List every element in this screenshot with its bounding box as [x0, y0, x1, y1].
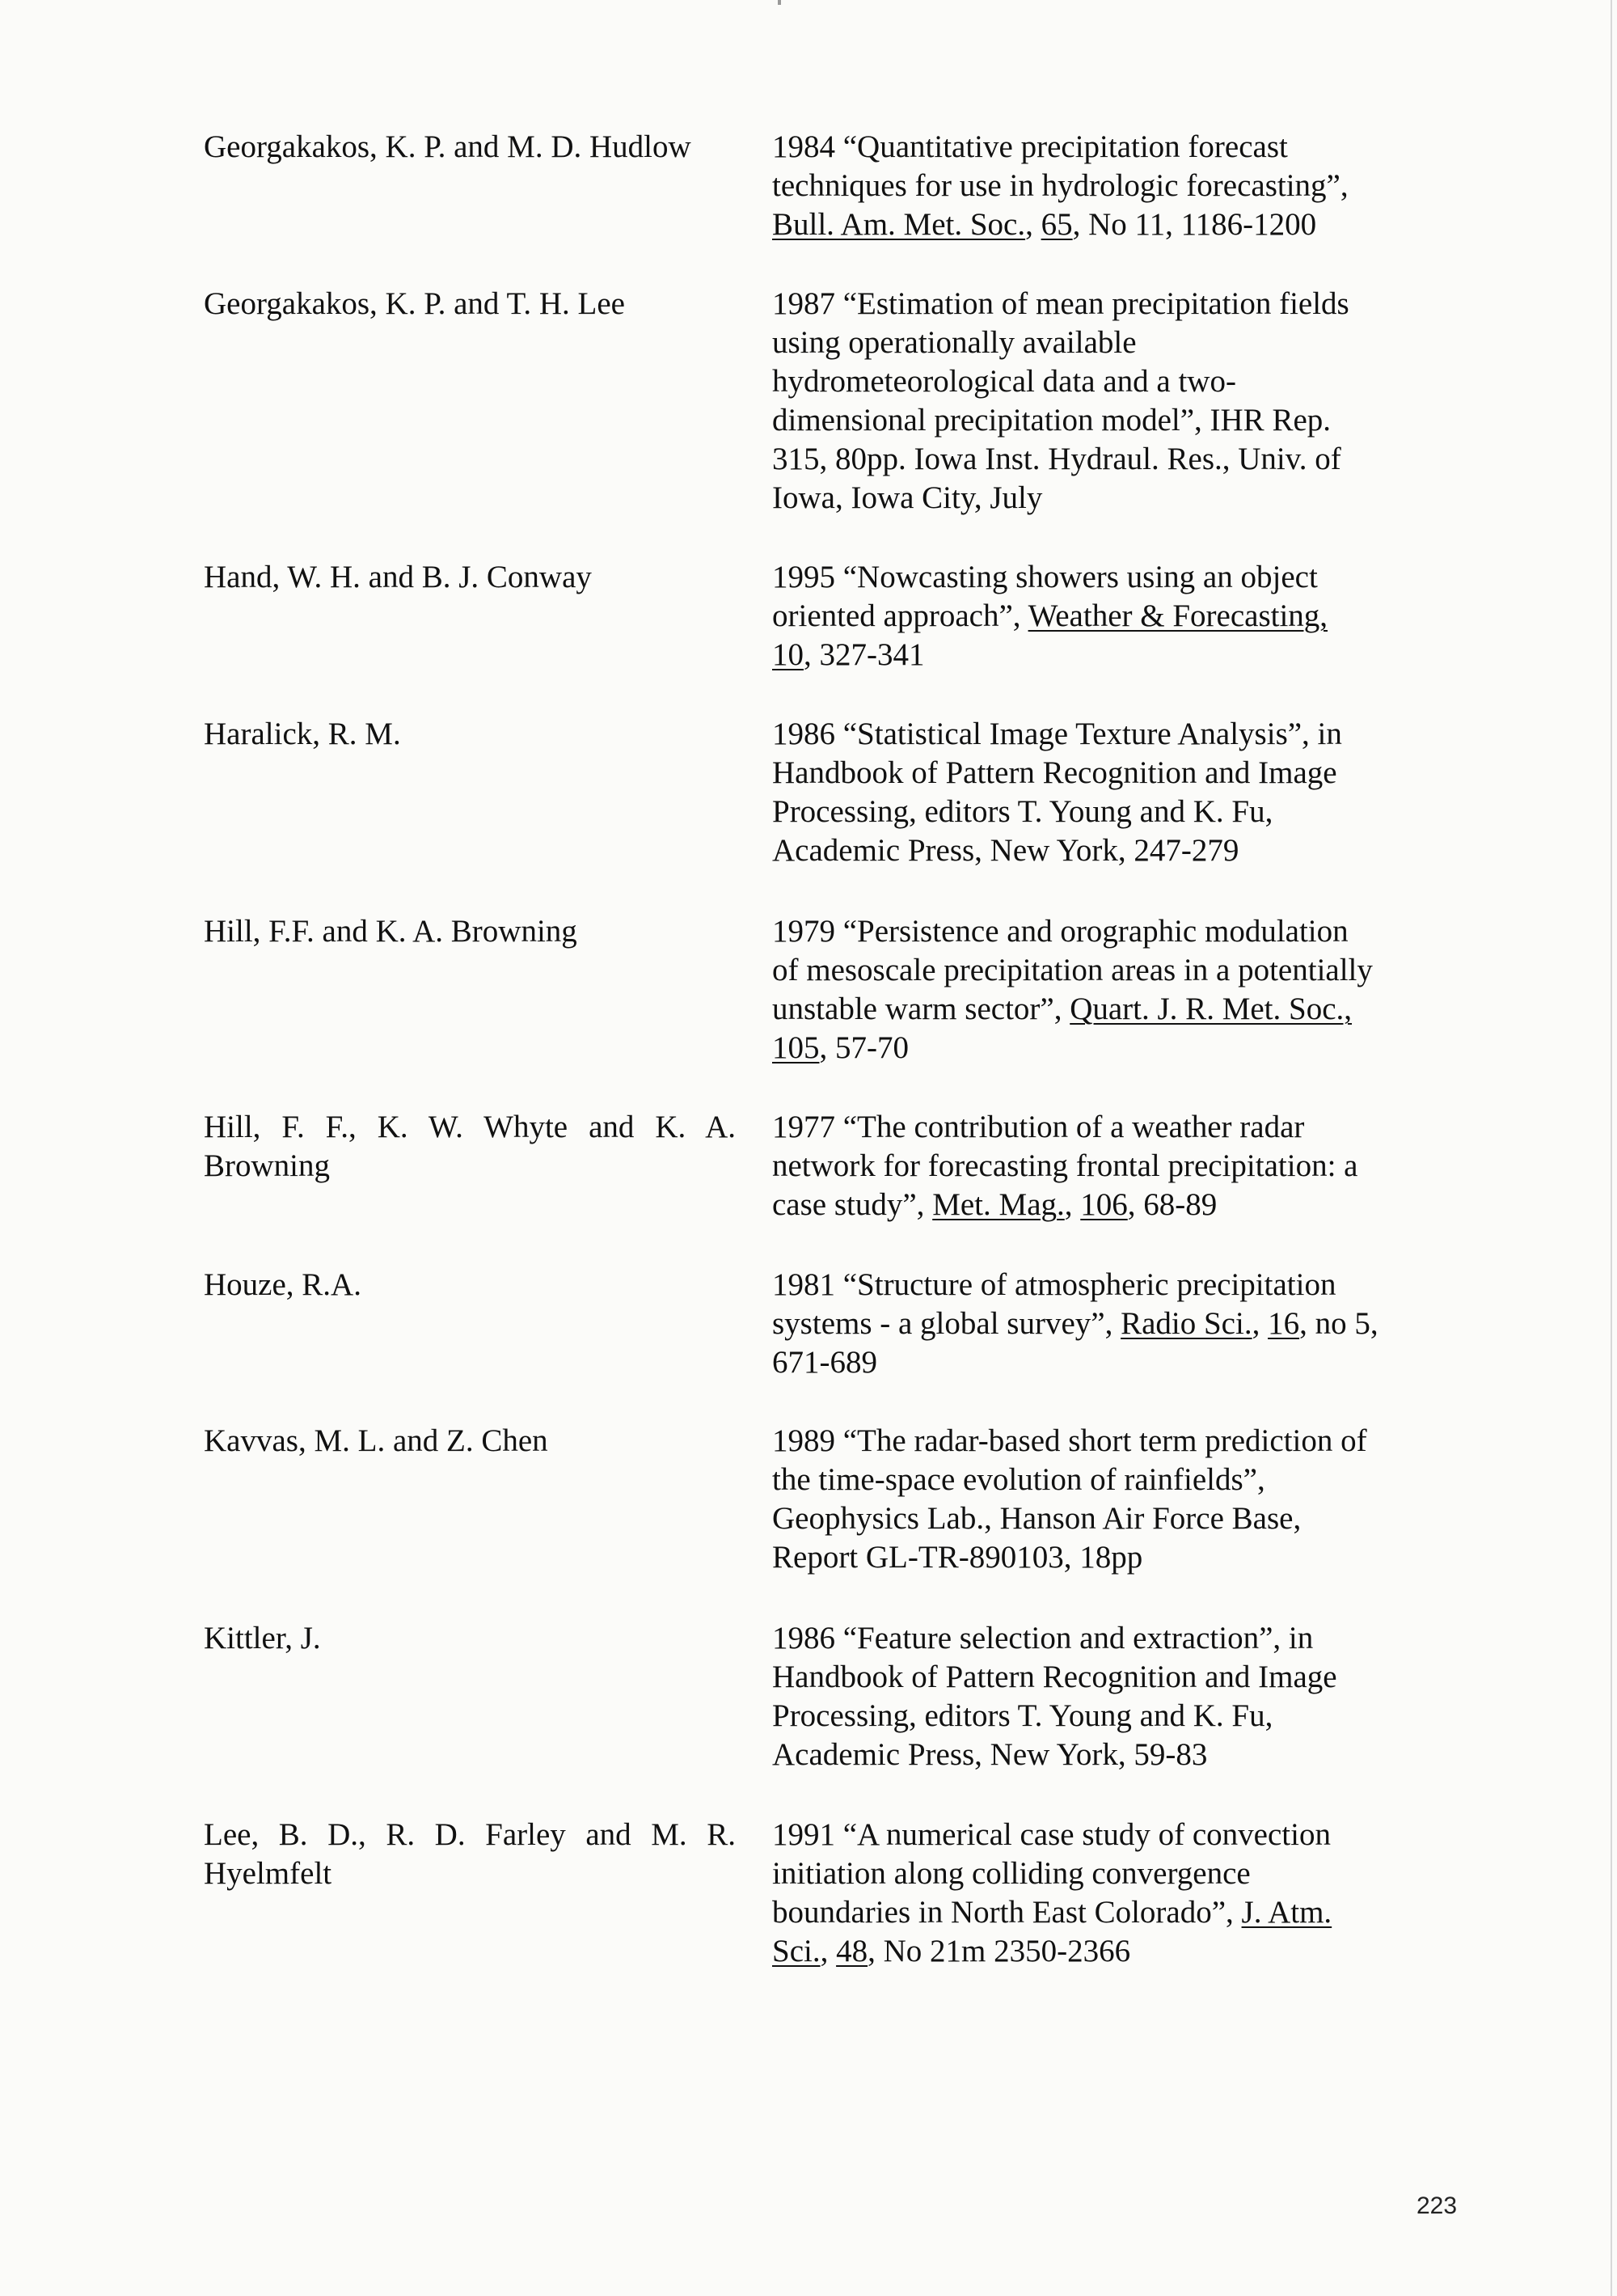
reference-entry: [204, 715, 1416, 868]
reference-entry: [204, 1816, 1416, 1968]
citation-text: the time-space evolution of rainfields”,: [772, 1462, 1265, 1497]
journal-reference: 106: [1080, 1187, 1128, 1222]
citation-text: of mesoscale precipitation areas in a potentially: [772, 953, 1373, 987]
citation-text: case study”,: [772, 1187, 933, 1222]
journal-reference: 10: [772, 637, 804, 672]
citation-text: oriented approach”,: [772, 598, 1028, 633]
reference-entry: [204, 558, 1416, 672]
journal-reference: Radio Sci.: [1121, 1306, 1252, 1341]
reference-entry: [204, 1266, 1416, 1380]
journal-reference: Weather & Forecasting,: [1028, 598, 1328, 633]
reference-citation: [772, 1422, 1411, 1577]
journal-reference: J. Atm.: [1241, 1895, 1332, 1930]
citation-text: , 327-341: [804, 637, 925, 672]
citation-text: 1991 “A numerical case study of convection: [772, 1817, 1331, 1852]
reference-citation: [772, 1619, 1411, 1774]
citation-text: 1984 “Quantitative precipitation forecast: [772, 129, 1288, 164]
citation-text: 1986 “Feature selection and extraction”, in: [772, 1621, 1314, 1655]
journal-reference: 105: [772, 1030, 820, 1065]
reference-author: Hill, F. F., K. W. Whyte and K. A. Browning: [204, 1110, 736, 1183]
reference-citation: [772, 558, 1411, 674]
citation-text: 671-689: [772, 1345, 877, 1380]
citation-text: network for forecasting frontal precipitation: a: [772, 1148, 1358, 1183]
citation-text: techniques for use in hydrologic forecasting”,: [772, 168, 1349, 203]
journal-reference: 16: [1268, 1306, 1300, 1341]
citation-text: Academic Press, New York, 247-279: [772, 833, 1239, 868]
citation-text: ,: [1064, 1187, 1081, 1222]
citation-text: Handbook of Pattern Recognition and Image: [772, 1660, 1337, 1694]
reference-author: Kavvas, M. L. and Z. Chen: [204, 1423, 548, 1458]
citation-text: ,: [1025, 207, 1041, 242]
scan-mark: [778, 0, 781, 5]
citation-text: ,: [820, 1934, 837, 1968]
citation-text: 1979 “Persistence and orographic modulation: [772, 914, 1349, 949]
citation-text: Iowa, Iowa City, July: [772, 480, 1043, 515]
journal-reference: 48: [836, 1934, 868, 1968]
reference-citation: [772, 912, 1411, 1068]
citation-text: Handbook of Pattern Recognition and Image: [772, 755, 1337, 790]
reference-author: Georgakakos, K. P. and T. H. Lee: [204, 286, 625, 321]
journal-reference: Quart. J. R. Met. Soc.,: [1070, 992, 1353, 1026]
reference-entry: [204, 1619, 1416, 1772]
reference-entry: [204, 912, 1416, 1065]
page-number: 223: [1416, 2192, 1458, 2219]
citation-text: unstable warm sector”,: [772, 992, 1070, 1026]
citation-text: 1986 “Statistical Image Texture Analysis”, in: [772, 717, 1342, 751]
reference-citation: [772, 1816, 1411, 1971]
reference-author: Kittler, J.: [204, 1621, 321, 1655]
reference-author: Hill, F.F. and K. A. Browning: [204, 914, 577, 949]
citation-text: 1995 “Nowcasting showers using an object: [772, 560, 1318, 594]
citation-text: boundaries in North East Colorado”,: [772, 1895, 1242, 1930]
citation-text: , No 11, 1186-1200: [1072, 207, 1317, 242]
reference-author: Georgakakos, K. P. and M. D. Hudlow: [204, 129, 691, 164]
reference-entry: [204, 1108, 1416, 1222]
reference-citation: [772, 1266, 1411, 1382]
citation-text: 1977 “The contribution of a weather radar: [772, 1110, 1305, 1144]
citation-text: Report GL-TR-890103, 18pp: [772, 1540, 1143, 1575]
citation-text: Processing, editors T. Young and K. Fu,: [772, 794, 1273, 829]
citation-text: Geophysics Lab., Hanson Air Force Base,: [772, 1501, 1302, 1536]
scan-edge: [1611, 0, 1612, 2296]
reference-citation: [772, 715, 1411, 870]
citation-text: Academic Press, New York, 59-83: [772, 1737, 1208, 1772]
citation-text: 1981 “Structure of atmospheric precipitation: [772, 1267, 1336, 1302]
citation-text: , 57-70: [819, 1030, 909, 1065]
citation-text: 315, 80pp. Iowa Inst. Hydraul. Res., Univ. of: [772, 442, 1341, 476]
journal-reference: 65: [1041, 207, 1073, 242]
citation-text: , No 21m 2350-2366: [868, 1934, 1131, 1968]
citation-text: systems - a global survey”,: [772, 1306, 1121, 1341]
reference-citation: [772, 1108, 1411, 1224]
journal-reference: Sci.: [772, 1934, 821, 1968]
reference-citation: [772, 285, 1411, 518]
citation-text: initiation along colliding convergence: [772, 1856, 1251, 1891]
citation-text: , no 5,: [1299, 1306, 1378, 1341]
reference-author: Hand, W. H. and B. J. Conway: [204, 560, 592, 594]
journal-reference: Met. Mag.: [932, 1187, 1065, 1222]
citation-text: , 68-89: [1127, 1187, 1218, 1222]
reference-entry: [204, 128, 1416, 242]
citation-text: 1987 “Estimation of mean precipitation fields: [772, 286, 1349, 321]
citation-text: dimensional precipitation model”, IHR Rep.: [772, 403, 1332, 438]
journal-reference: Bull. Am. Met. Soc.: [772, 207, 1026, 242]
reference-author: Lee, B. D., R. D. Farley and M. R. Hyelmfelt: [204, 1817, 736, 1891]
reference-author: Haralick, R. M.: [204, 717, 401, 751]
citation-text: using operationally available: [772, 325, 1137, 360]
citation-text: hydrometeorological data and a two-: [772, 364, 1236, 399]
reference-entry: [204, 285, 1416, 515]
citation-text: ,: [1252, 1306, 1269, 1341]
reference-author: Houze, R.A.: [204, 1267, 361, 1302]
citation-text: 1989 “The radar-based short term prediction of: [772, 1423, 1367, 1458]
reference-entry: [204, 1422, 1416, 1575]
citation-text: Processing, editors T. Young and K. Fu,: [772, 1698, 1273, 1733]
reference-citation: [772, 128, 1411, 244]
